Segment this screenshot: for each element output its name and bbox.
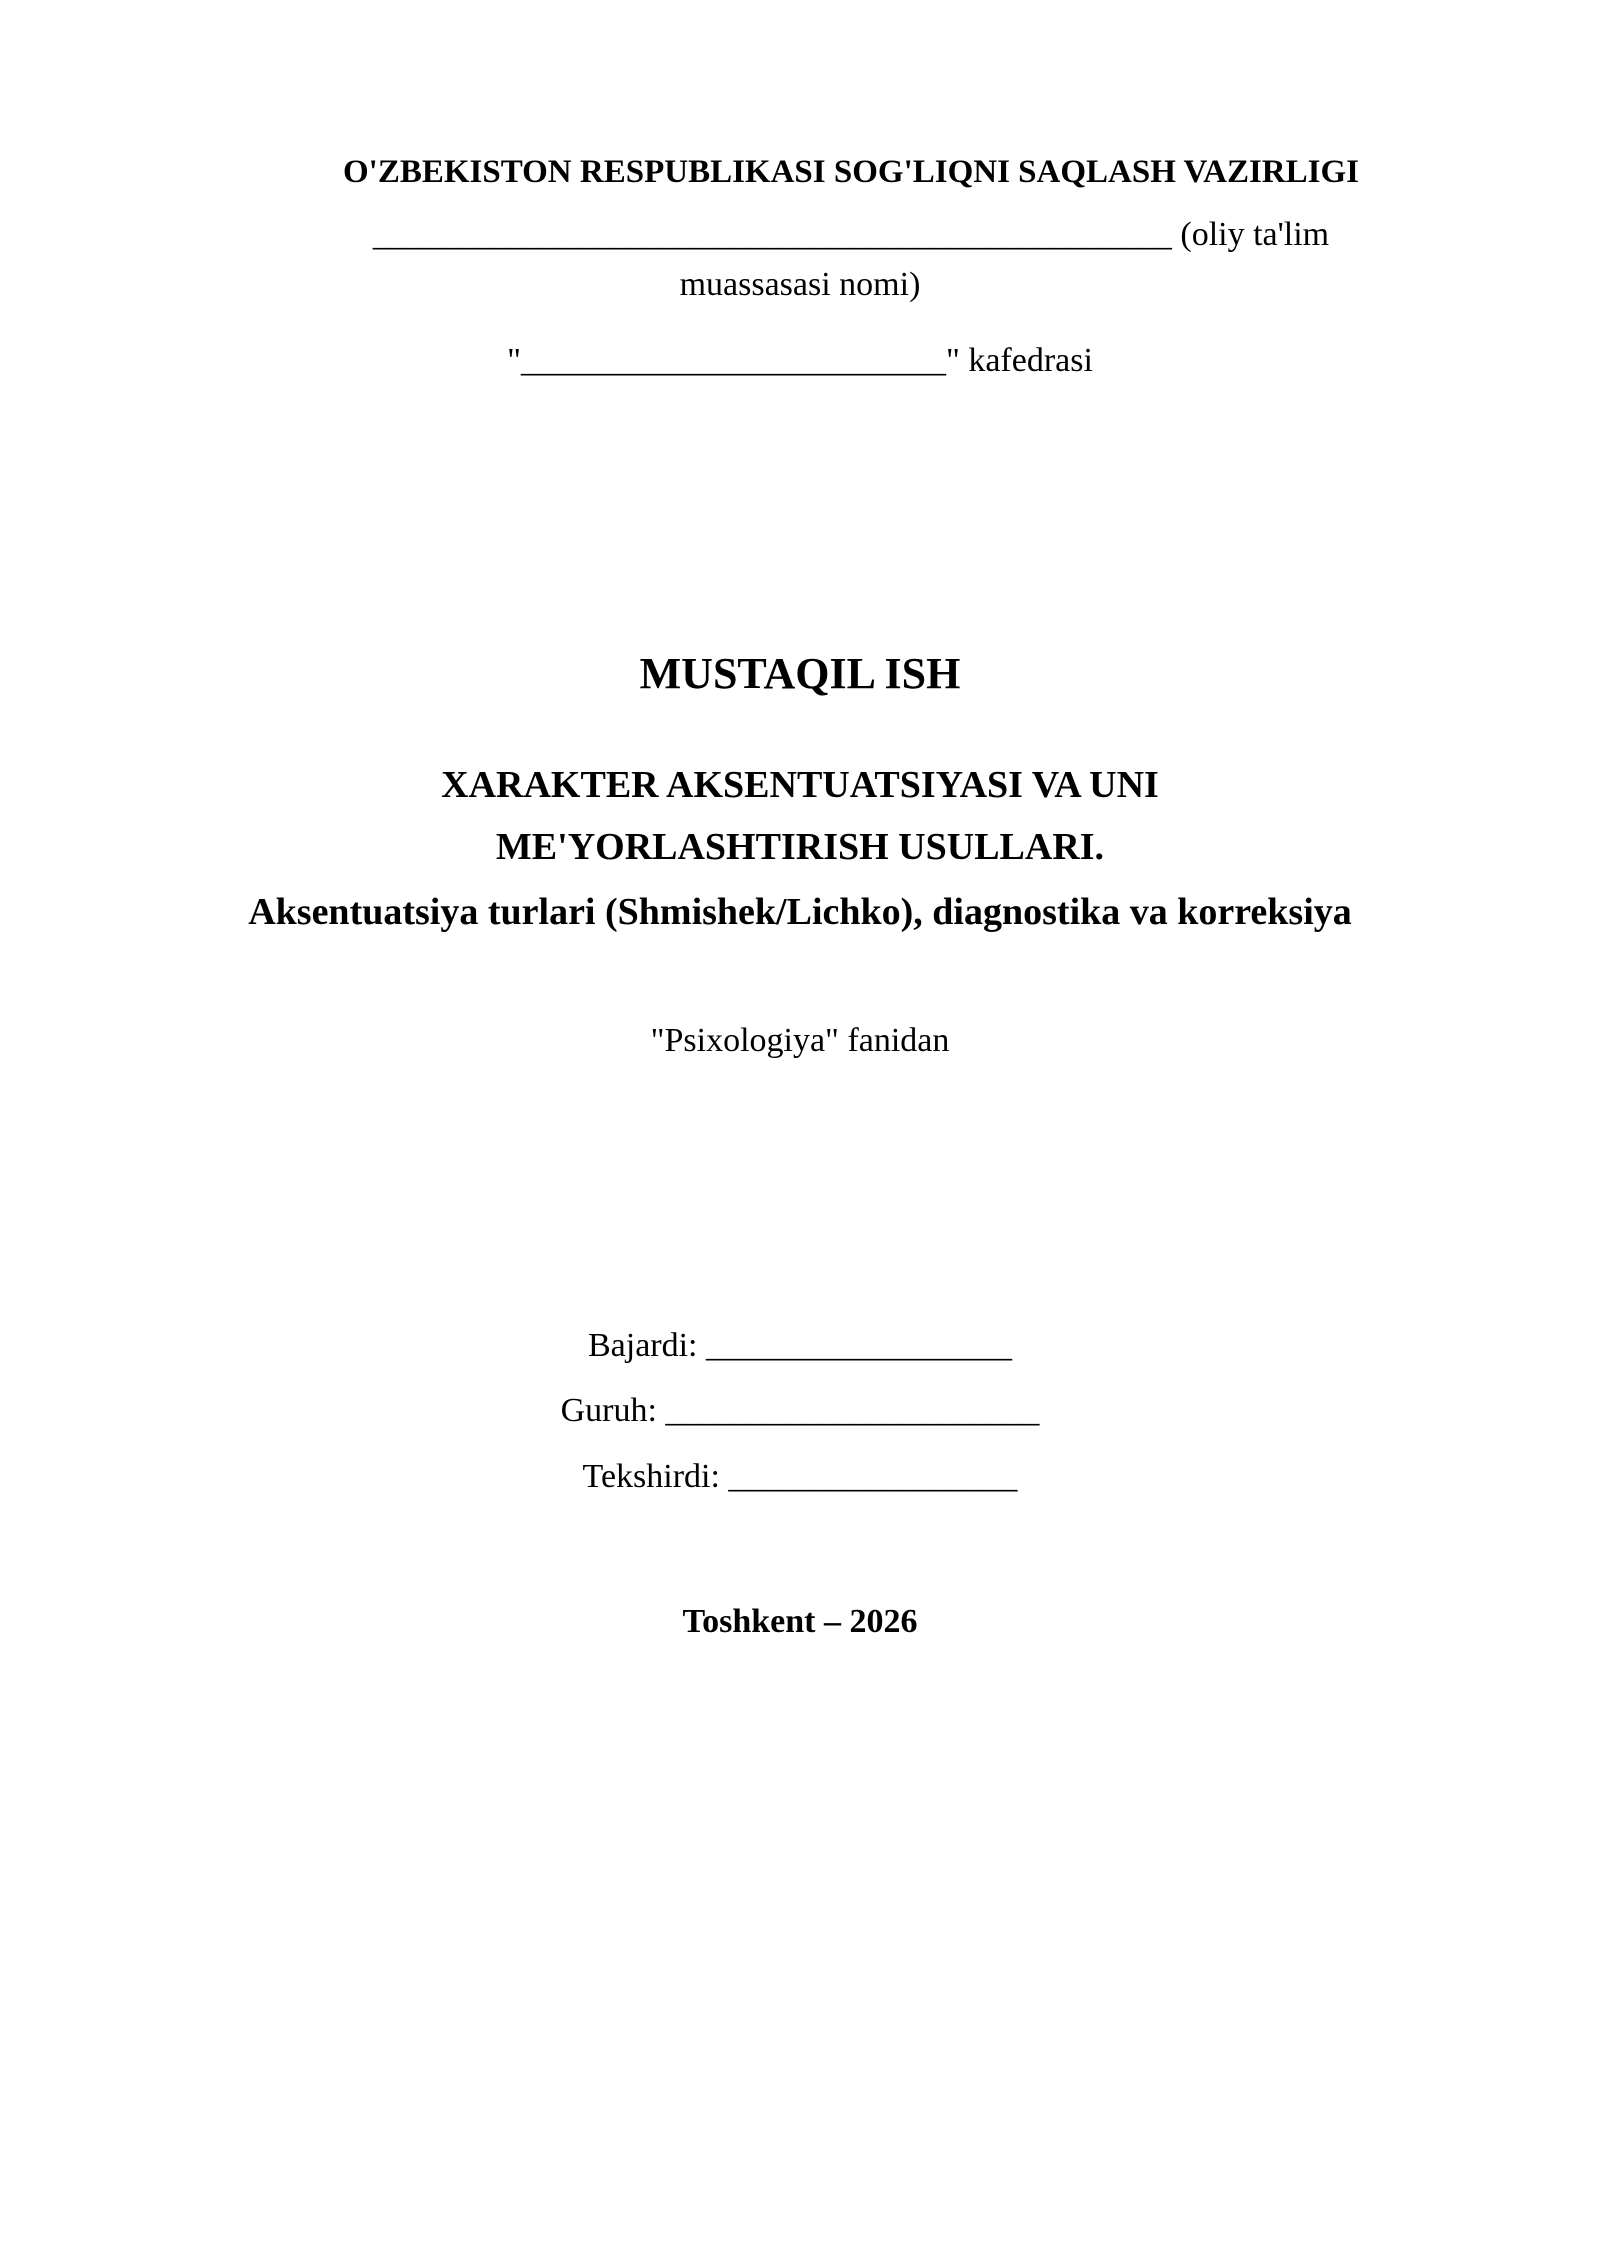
topic-title-line-2: ME'YORLASHTIRISH USULLARI. (495, 826, 1105, 868)
document-type-title: MUSTAQIL ISH (639, 649, 961, 698)
city-year: Toshkent – 2026 (682, 1603, 918, 1640)
checked-by-field: Tekshirdi: _________________ (582, 1458, 1018, 1495)
department-name-blank: "_________________________" kafedrasi (507, 342, 1093, 379)
ministry-name: O'ZBEKISTON RESPUBLIKASI SOG'LIQNI SAQLASH VAZIRLIGI (342, 154, 1360, 190)
topic-title-line-1: XARAKTER AKSENTUATSIYASI VA UNI (441, 764, 1159, 806)
institution-name-caption: muassasasi nomi) (679, 266, 921, 303)
subject-line: "Psixologiya" fanidan (650, 1022, 950, 1059)
performed-by-field: Bajardi: __________________ (587, 1327, 1013, 1364)
group-field: Guruh: ______________________ (560, 1392, 1040, 1429)
topic-subtitle: Aksentuatsiya turlari (Shmishek/Lichko), diagnostika va korreksiya (248, 891, 1352, 933)
institution-name-blank: _______________________________________________ (oliy ta'lim (372, 216, 1330, 253)
